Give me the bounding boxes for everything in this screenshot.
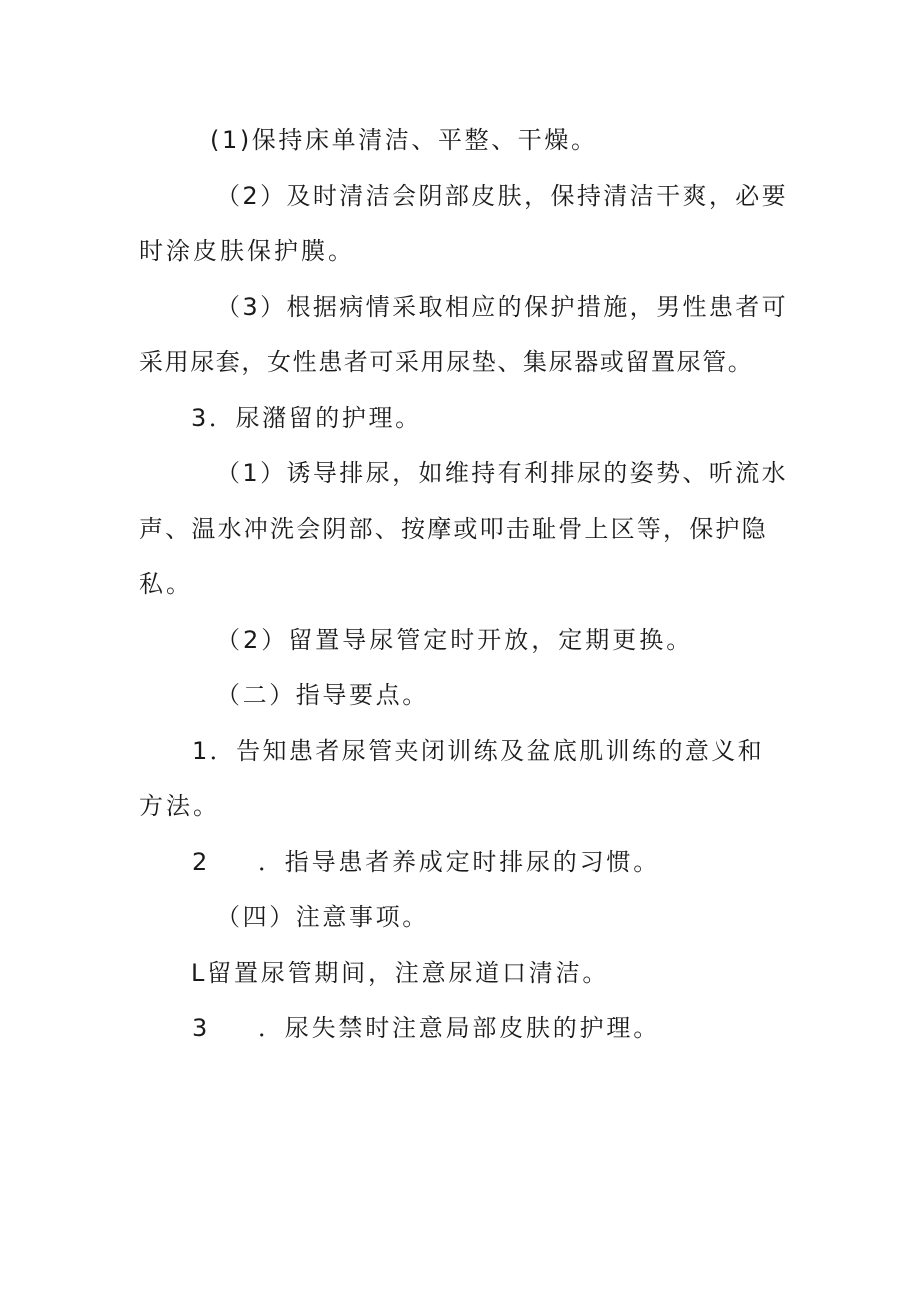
text-line-15: （四）注意事项。 [216, 903, 429, 931]
text-line-16: L留置尿管期间，注意尿道口清洁。 [191, 959, 610, 987]
text-line-5: 采用尿套，女性患者可采用尿垫、集尿器或留置尿管。 [139, 348, 754, 376]
text-line-7: （1）诱导排尿，如维持有利排尿的姿势、听流水 [216, 459, 789, 487]
text-line-6: 3．尿潴留的护理。 [191, 404, 422, 432]
text-line-17-number: 3 [192, 1014, 211, 1042]
text-line-8: 声、温水冲洗会阴部、按摩或叩击耻骨上区等，保护隐 [139, 515, 768, 543]
text-line-12: 1．告知患者尿管夹闭训练及盆底肌训练的意义和 [192, 737, 765, 765]
text-line-14-number: 2 [192, 848, 211, 876]
text-line-4: （3）根据病情采取相应的保护措施，男性患者可 [216, 293, 789, 321]
text-line-3: 时涂皮肤保护膜。 [139, 237, 355, 265]
text-line-10: （2）留置导尿管定时开放，定期更换。 [216, 626, 694, 654]
text-line-13: 方法。 [139, 792, 220, 820]
text-line-9: 私。 [139, 570, 193, 598]
text-line-1: (1)保持床单清洁、平整、干燥。 [210, 126, 598, 154]
text-line-14: ．指导患者养成定时排尿的习惯。 [258, 848, 660, 876]
text-line-17: ．尿失禁时注意局部皮肤的护理。 [258, 1014, 660, 1042]
text-line-11: （二）指导要点。 [216, 681, 429, 709]
text-line-2: （2）及时清洁会阴部皮肤，保持清洁干爽，必要 [216, 182, 789, 210]
